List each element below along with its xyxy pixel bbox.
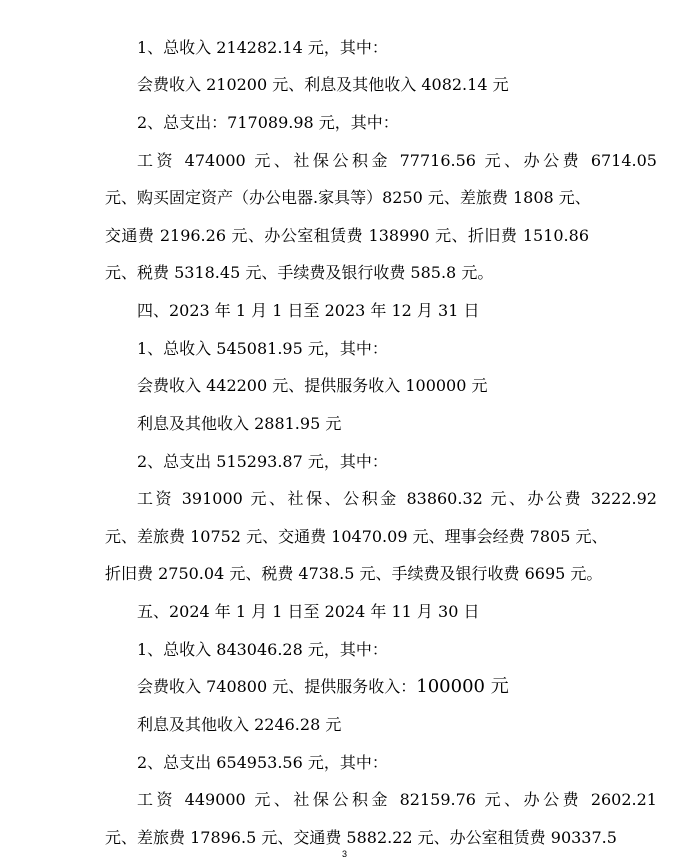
line-2022-income-detail: 会费收入 210200 元、利息及其他收入 4082.14 元 — [137, 75, 509, 94]
page-number: 3 — [341, 849, 347, 859]
line-2023-total-expense: 2、总支出 515293.87 元，其中： — [137, 452, 388, 471]
line-2024-expense-1: 工资 449000 元、社保公积金 82159.76 元、办公费 2602.21 — [137, 790, 657, 809]
section-heading-2023: 四、2023 年 1 月 1 日至 2023 年 12 月 31 日 — [137, 301, 480, 320]
line-2024-income-detail-2: 利息及其他收入 2246.28 元 — [137, 715, 342, 734]
line-2024-service-income-amount: 100000 元 — [416, 676, 509, 697]
line-2024-expense-2: 元、差旅费 17896.5 元、交通费 5882.22 元、办公室租赁费 90337.5 — [105, 828, 617, 847]
line-2023-income-detail-2: 利息及其他收入 2881.95 元 — [137, 414, 342, 433]
line-2024-income-detail-text: 会费收入 740800 元、提供服务收入： — [137, 677, 417, 696]
line-2023-total-income: 1、总收入 545081.95 元，其中： — [137, 339, 388, 358]
line-2022-expense-4: 元、税费 5318.45 元、手续费及银行收费 585.8 元。 — [105, 263, 494, 282]
line-2022-expense-1: 工资 474000 元、社保公积金 77716.56 元、办公费 6714.05 — [137, 151, 657, 170]
line-2023-expense-3: 折旧费 2750.04 元、税费 4738.5 元、手续费及银行收费 6695 元。 — [105, 564, 603, 583]
line-2022-total-income: 1、总收入 214282.14 元，其中： — [137, 38, 388, 57]
line-2022-expense-2: 元、购买固定资产（办公电器.家具等）8250 元、差旅费 1808 元、 — [105, 188, 591, 207]
line-2022-total-expense: 2、总支出：717089.98 元，其中： — [137, 113, 399, 132]
line-2023-income-detail-1: 会费收入 442200 元、提供服务收入 100000 元 — [137, 376, 488, 395]
line-2024-total-expense: 2、总支出 654953.56 元，其中： — [137, 753, 388, 772]
line-2023-expense-1: 工资 391000 元、社保、公积金 83860.32 元、办公费 3222.92 — [137, 489, 657, 508]
line-2023-expense-2: 元、差旅费 10752 元、交通费 10470.09 元、理事会经费 7805 元、 — [105, 527, 608, 546]
line-2022-expense-3: 交通费 2196.26 元、办公室租赁费 138990 元、折旧费 1510.86 — [105, 226, 589, 245]
line-2024-income-detail-1 — [137, 677, 657, 697]
section-heading-2024: 五、2024 年 1 月 1 日至 2024 年 11 月 30 日 — [137, 602, 480, 621]
line-2024-total-income: 1、总收入 843046.28 元，其中： — [137, 640, 388, 659]
